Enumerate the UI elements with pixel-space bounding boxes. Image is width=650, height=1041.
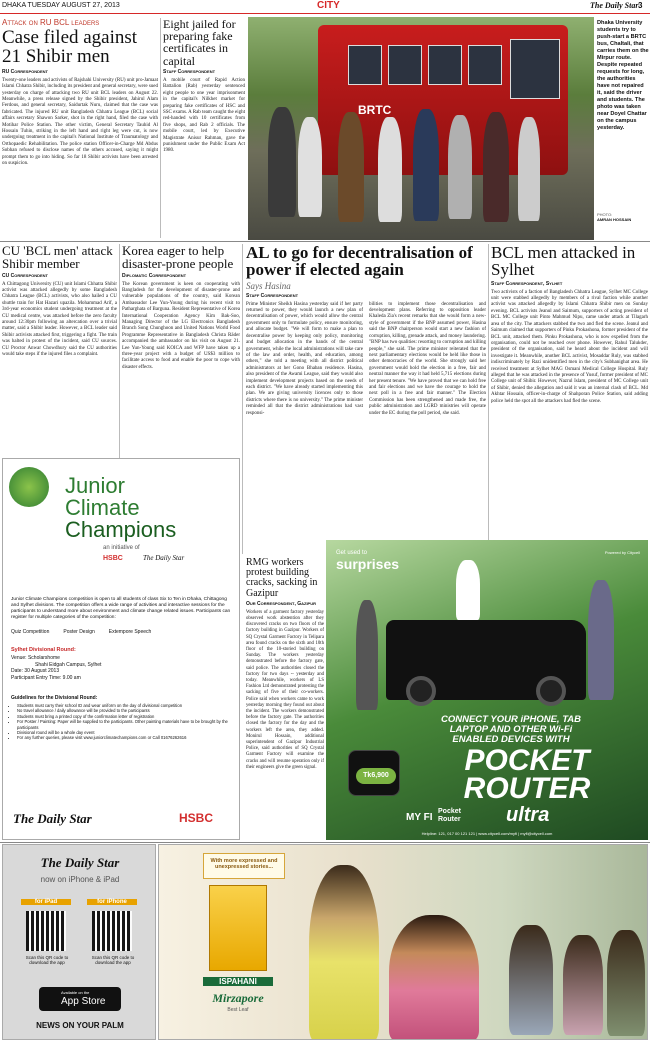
- globe-icon: [9, 467, 49, 507]
- photo-caption-block: [597, 20, 649, 240]
- ad-pocket-router[interactable]: [326, 540, 648, 840]
- story-byline: Our Correspondent, Gazipur: [246, 600, 317, 607]
- router-product: Pocket Router: [438, 808, 461, 823]
- tea-product: Mirzapore: [212, 991, 264, 1005]
- bus-label: BRTC: [358, 103, 392, 117]
- photo-caption: Dhaka University students try to push-start a BRTC bus, Chaltali, that carries them on the Mirpur route. Despite repeated requests for long, the authorities have not repaired it, said the driver and students. The photo was taken near Doyel Chattar on the campus yesterday.: [597, 20, 649, 131]
- jeep-image: [386, 620, 586, 700]
- story-body-col1: Prime Minister Sheikh Hasina yesterday said if her party returned to power, they would launch a new plan of decentralisation of power, which would allow the central government only to formulate policy, ensure monitoring, and allocate budget. "We will form to make a plan to decentralise power by keeping only policy, monitoring and budget allocation in the hands of the central government, while the local administrations will take care of the law and order, health, and education, among others," she told a meeting with all district political administrators at her Gono Bhaban residence. Hasina, also president of the Awami League, said they would also implement development projects based on the needs of each district. "We have already started implementing this plan. We are giving university licences only to those districts where there is no university." The prime minister reminded all that the district administrations had vast responsi-: [246, 301, 363, 416]
- qr-code-ipad-icon[interactable]: [26, 911, 66, 951]
- story-body: A mobile court of Rapid Action Battalion (Rab) yesterday sentenced eight people to one year imprisonment in the capital's Nilkhet market for preparing fake certificates of HSC and SSC exams. A Rab team caught the eight red-handed with 10 certificates from five shops, and Rab 2 officials. The mobile court, led by Executive Magistrate Anisur Rahman, gave the punishment under the Public Exam Act 1980.: [163, 77, 245, 154]
- story-body-col2: bilities to implement those decentralisation and development plans. Referring to opposition leader Khaleda Zia's recent remarks that she would form a new-style of government if the BNP assumed power, Hasina said the BNP chairperson would start a new fashion of corruption, killing, grenade attack, and money laundering. "BNP has two qualities: resorting to corruption and killing people," she said. The prime minister reiterated that the next parliamentary elections would be held like those in other democracies of the world. She strongly said her government would hold the election in a free, fair and neutral manner the way it had held 5,715 elections during her present tenure. "We have proved that we can hold free and fair elections and we have the courage to hold the next poll in a free and fair manner." The Election Commission has been strengthened and made free, the public administration and LGRD ministries will operate under the EC during the poll period, she said.: [369, 301, 486, 416]
- photo-brtc-bus[interactable]: [248, 17, 594, 240]
- app-store-small: Available on the: [61, 990, 90, 995]
- masthead-logo: The Daily Star: [590, 1, 639, 10]
- category-item: Poster Design: [63, 629, 95, 635]
- router-price: 6,900: [371, 772, 389, 779]
- router-brand: ultra: [506, 804, 550, 826]
- category-item: Quiz Competition: [11, 629, 50, 635]
- jcc-guidelines-title: Guidelines for the Divisional Round:: [11, 695, 98, 701]
- story-headline[interactable]: Korea eager to help disaster-prone people: [122, 244, 234, 272]
- router-big-title: [412, 744, 642, 805]
- app-now-on: now on iPhone & iPad: [40, 875, 120, 884]
- guideline-item: • Students must bring a printed copy of the confirmation letter of registration: [17, 714, 235, 719]
- jcc-venue-2: Shahi Eidgah Campus, Sylhet: [35, 661, 102, 668]
- photo-credit: AMRAN HOSSAIN: [597, 217, 632, 222]
- man-figure: [309, 865, 379, 1040]
- tea-tagline: With more expressed and unexpressed stories...: [203, 853, 285, 879]
- story-headline[interactable]: Eight jailed for preparing fake certificates in capital: [163, 18, 236, 68]
- router-price-badge: [356, 768, 396, 784]
- story-attack-ru: [2, 18, 158, 238]
- page-header: [0, 0, 650, 14]
- router-powered: Powered by Citycell: [604, 550, 640, 555]
- page-number: 3: [638, 1, 643, 10]
- jcc-round-title: Sylhet Divisional Round:: [11, 647, 76, 653]
- router-headline-3: ENABLED DEVICES WITH: [452, 734, 570, 745]
- jcc-initiative: an initiative of: [103, 545, 140, 551]
- story-headline[interactable]: BCL men attacked in Sylhet: [491, 244, 636, 280]
- app-tagline: NEWS ON YOUR PALM: [36, 1021, 124, 1030]
- guideline-item: • Divisional round will be a whole day event: [17, 730, 235, 735]
- story-body: The Korean government is keen on cooperating with Bangladesh for the development of disaster-prone and vulnerable populations of the country, said Korean Ambassador Lee Yun-Young during his recent visit to Patharghata of Barguna. Resident Representative of Korea International Cooperation Agency Kim Bak-Soo, Managing Director of the LG Electronics Bangladesh Branch Song Chunghoon and United Nations World Food Programme Representative in Bangladesh Christa Räder accompanied the ambassador on his visit on August 21. Lee Yun-Young said KOICA and WFP have taken up a three-year project with a budget of US$3 million to facilitate access to food and enable the poor to cope with disaster effects.: [122, 281, 240, 370]
- guideline-item: • Students must carry their school ID and wear uniform on the day of divisional competition: [17, 703, 235, 708]
- story-rmg-workers: [246, 558, 324, 840]
- jcc-date: Date: 30 August 2013: [11, 668, 60, 674]
- router-big-2: ROUTER: [463, 772, 591, 805]
- jcc-sponsor-ds: The Daily Star: [143, 554, 185, 562]
- jcc-footer-brand: The Daily Star: [13, 811, 92, 826]
- story-body: Workers of a garment factory yesterday observed work abstention after they discovered cracks on two floors of the factory building in Gazipur. Workers of SQ Crystal Garment Factory in Telipara area found cracks on the sixth and 10th floor of the 10-storied building on Sunday. The workers yesterday demonstrated before the factory gate, said police. The authorities closed the factory for two days -- yesterday and today. Meanwhile, workers of LS Fashion Ltd demonstrated protesting the sacking of five of their co-workers. Police said when workers came to work yesterday morning they found out about the incident. The workers demonstrated before the factory gate. The authorities closed the factory for the day and the workers left the area, they added. Monirul Hossain, additional superintendent of Gazipur Industrial Police, said authorities of SQ Crystal Garment Factory will examine the cracks and will resume operation only if their engineers give the green signal.: [246, 609, 324, 770]
- story-byline: Staff Correspondent: [246, 292, 299, 299]
- jcc-sponsor-hsbc: HSBC: [103, 555, 123, 562]
- jcc-title-2: Climate: [65, 495, 140, 520]
- router-myfi: MY FI: [406, 812, 433, 823]
- router-price-prefix: Tk: [363, 772, 372, 779]
- guideline-item: • For Poster / Painting: Paper will be supplied to the participants. Other painting materials have to be brought by the participants: [17, 719, 235, 730]
- story-bcl-sylhet: [491, 244, 648, 466]
- story-byline: Diplomatic Correspondent: [122, 272, 187, 279]
- jcc-guidelines: [17, 703, 235, 741]
- app-scan-2: Scan this QR code to download the app: [91, 955, 135, 965]
- story-headline[interactable]: CU 'BCL men' attack Shibir member: [2, 244, 113, 272]
- jcc-title-1: Junior: [65, 473, 125, 498]
- app-brand: The Daily Star: [40, 855, 120, 870]
- story-body: A Chittagong University (CU) unit Islami Chhatra Shibir activist was attacked allegedly by some Bangladesh Chhatra League (BCL) activists, who also hailed a CU shuttle train for Hat Hazari upazila. Mohammad Arif, a 3rd-year economics student undergoing treatment at the CU medical centre, was attacked before the zero faculty around 12:30pm following an altercation over a trivial matter, said a Shibir leader. However, a BCL leader said Shibir activists attacked first, triggering a fight. The train was halted in protest of the incident, said CU sources. CU Proctor Anwar Chowdhury said the CU authorities would take steps if the injured files a complaint.: [2, 281, 117, 357]
- ad-ispahani-tea[interactable]: [158, 844, 648, 1040]
- tea-brand: ISPAHANI: [203, 977, 273, 986]
- woman-figure: [389, 915, 479, 1040]
- jcc-title-3: Champions: [65, 517, 177, 542]
- tea-sub: Best Leaf: [227, 1007, 249, 1013]
- ad-junior-climate-champions[interactable]: [2, 458, 240, 840]
- jcc-intro: Junior Climate Champions competition is open to all students of class Six to Ten in Dhaka, Chittagong and Sylhet divisions. The competition offers a wide range of activities and interactive sessions for the participants to understand more about environment and climate change related issues. Participants can register for multiple categories of the competition:: [11, 597, 231, 620]
- apple-icon: [45, 992, 54, 1007]
- story-headline[interactable]: AL to go for decentralisation of power if elected again: [246, 244, 473, 280]
- app-store-button[interactable]: [39, 987, 121, 1011]
- router-headline-1: CONNECT YOUR iPHONE, TAB: [440, 714, 582, 725]
- jcc-venue: Venue: Scholarshome: [11, 655, 60, 661]
- story-headline[interactable]: RMG workers protest building cracks, sacking in Gazipur: [246, 558, 318, 599]
- section-title: CITY: [317, 0, 340, 11]
- photo-credit-label: PHOTO:: [597, 212, 613, 217]
- router-headline: [380, 715, 642, 745]
- guideline-item: • For any further queries, please visit www.juniorclimatechampions.com or Call 01676262616: [17, 735, 235, 740]
- story-body: Two activists of a faction of Bangladesh Chhatra League, Sylhet MC College unit were stabbed allegedly by members of a rival faction while another activist was attacked allegedly by Islami Chhatra Shibir men on Sunday evening. BCL activists Jeanul and Saimum, supporters of acting president of BCL MC College unit Pinto Mahmud Nipu, came under attack at Tilagarh area of the city. The attackers stabbed the two and fled the scene. Jeanul and Saimum claimed that supporters of Pinku Prokashona, former president of the BCL unit, attacked them. Pinku Prokashona, who is now expelled from the organisation, could not be reached over phone. However, Rahul Talukder, president of the organisation, said he heard about the incident and will investigate it. Meanwhile, another BCL activist, Mosaddar Ruly, was stabbed indiscriminately by Razi unidentified men in the city's Subhanighat area. He received treatment at Sylhet MAG Osmani Medical College Hospital. Ruly alleged that he was attacked in the presence of Yusuf, former president of MC College unit of Shibir. However, Nazrul Islam, president of MC College unit of Shibir, denied the allegation and said it was an internal clash of BCL. Md Akhtar Hossain, officer-in-charge of Shahporan Police Station, said adding police held the spot all the attackers had fled the scene.: [491, 289, 648, 404]
- story-headline[interactable]: Case filed against 21 Shibir men: [2, 27, 138, 68]
- router-big-1: POCKET: [464, 744, 590, 777]
- story-fake-certificates: [163, 18, 245, 238]
- guideline-item: • No travel allowance / daily allowance will be provided to the participants: [17, 708, 235, 713]
- group-figure-2: [563, 935, 603, 1035]
- router-headline-2: LAPTOP AND OTHER Wi-Fi: [449, 724, 573, 735]
- jcc-categories: [11, 629, 233, 635]
- category-item: Extempore Speech: [108, 629, 152, 635]
- jcc-venue-block: [11, 655, 101, 681]
- app-ipad-label: for iPad: [21, 899, 71, 905]
- ad-daily-star-app[interactable]: [2, 844, 156, 1040]
- qr-code-iphone-icon[interactable]: [92, 911, 132, 951]
- story-byline: Staff Correspondent: [163, 68, 216, 75]
- group-figure-3: [607, 930, 645, 1036]
- story-byline: CU Correspondent: [2, 272, 49, 279]
- app-store-label: App Store: [61, 996, 106, 1007]
- story-subhead: Says Hasina: [246, 280, 291, 291]
- page-date: DHAKA TUESDAY AUGUST 27, 2013: [2, 2, 120, 9]
- router-footer: Helpline: 121, 017 00 121 121 | www.citycell.com/myfi | myfi@citycell.com: [421, 831, 553, 836]
- tea-pack: [209, 885, 267, 971]
- app-iphone-label: for iPhone: [87, 899, 137, 905]
- story-body: Twenty-one leaders and activists of Rajshahi University (RU) unit pro-Jamaat Islami Chhatra Shibir, including its president and general secretary, were sued yesterday on charge of attacking two RU unit BCL leaders on August 22. Meanwhile, a press release signed by the Shibir president, Jahirul Alam Ferdous, and general secretary, Saidurtak Nuru, claimed that the case was fabricated. The injured RU unit Bangladesh Chhatra League (BCL) social affairs secretary Shawon Sarker, shot in the right hand, filed the case with Motihar Police Station. The other victim, General Secretary Tauhid Al Hossain Tuhin, striking in the left hand and right leg were cut, is now undergoing treatment in the capital's National Institute of Traumatology and Orthopaedic Rehabilitation. The police station Officer-in-Charge Md Abdus Sobhan refused to disclose names of the others accused, saying it might prompt them to go into hiding. So far 18 Shibir activists have been arrested on suspicion.: [2, 77, 158, 167]
- router-badge: Get used to: [336, 550, 368, 556]
- story-byline: Staff Correspondent, Sylhet: [491, 280, 563, 287]
- story-al-decentralisation: [246, 244, 486, 554]
- jcc-entry: Participant Entry Time: 9.00 am: [11, 674, 81, 681]
- jcc-footer-sponsor: HSBC: [179, 811, 214, 825]
- story-byline: RU Correspondent: [2, 68, 49, 75]
- router-badge-2: surprises: [336, 556, 400, 572]
- app-scan-1: Scan this QR code to download the app: [25, 955, 69, 965]
- story-kicker: Attack on RU BCL leaders: [2, 18, 100, 27]
- group-figure-1: [509, 925, 553, 1035]
